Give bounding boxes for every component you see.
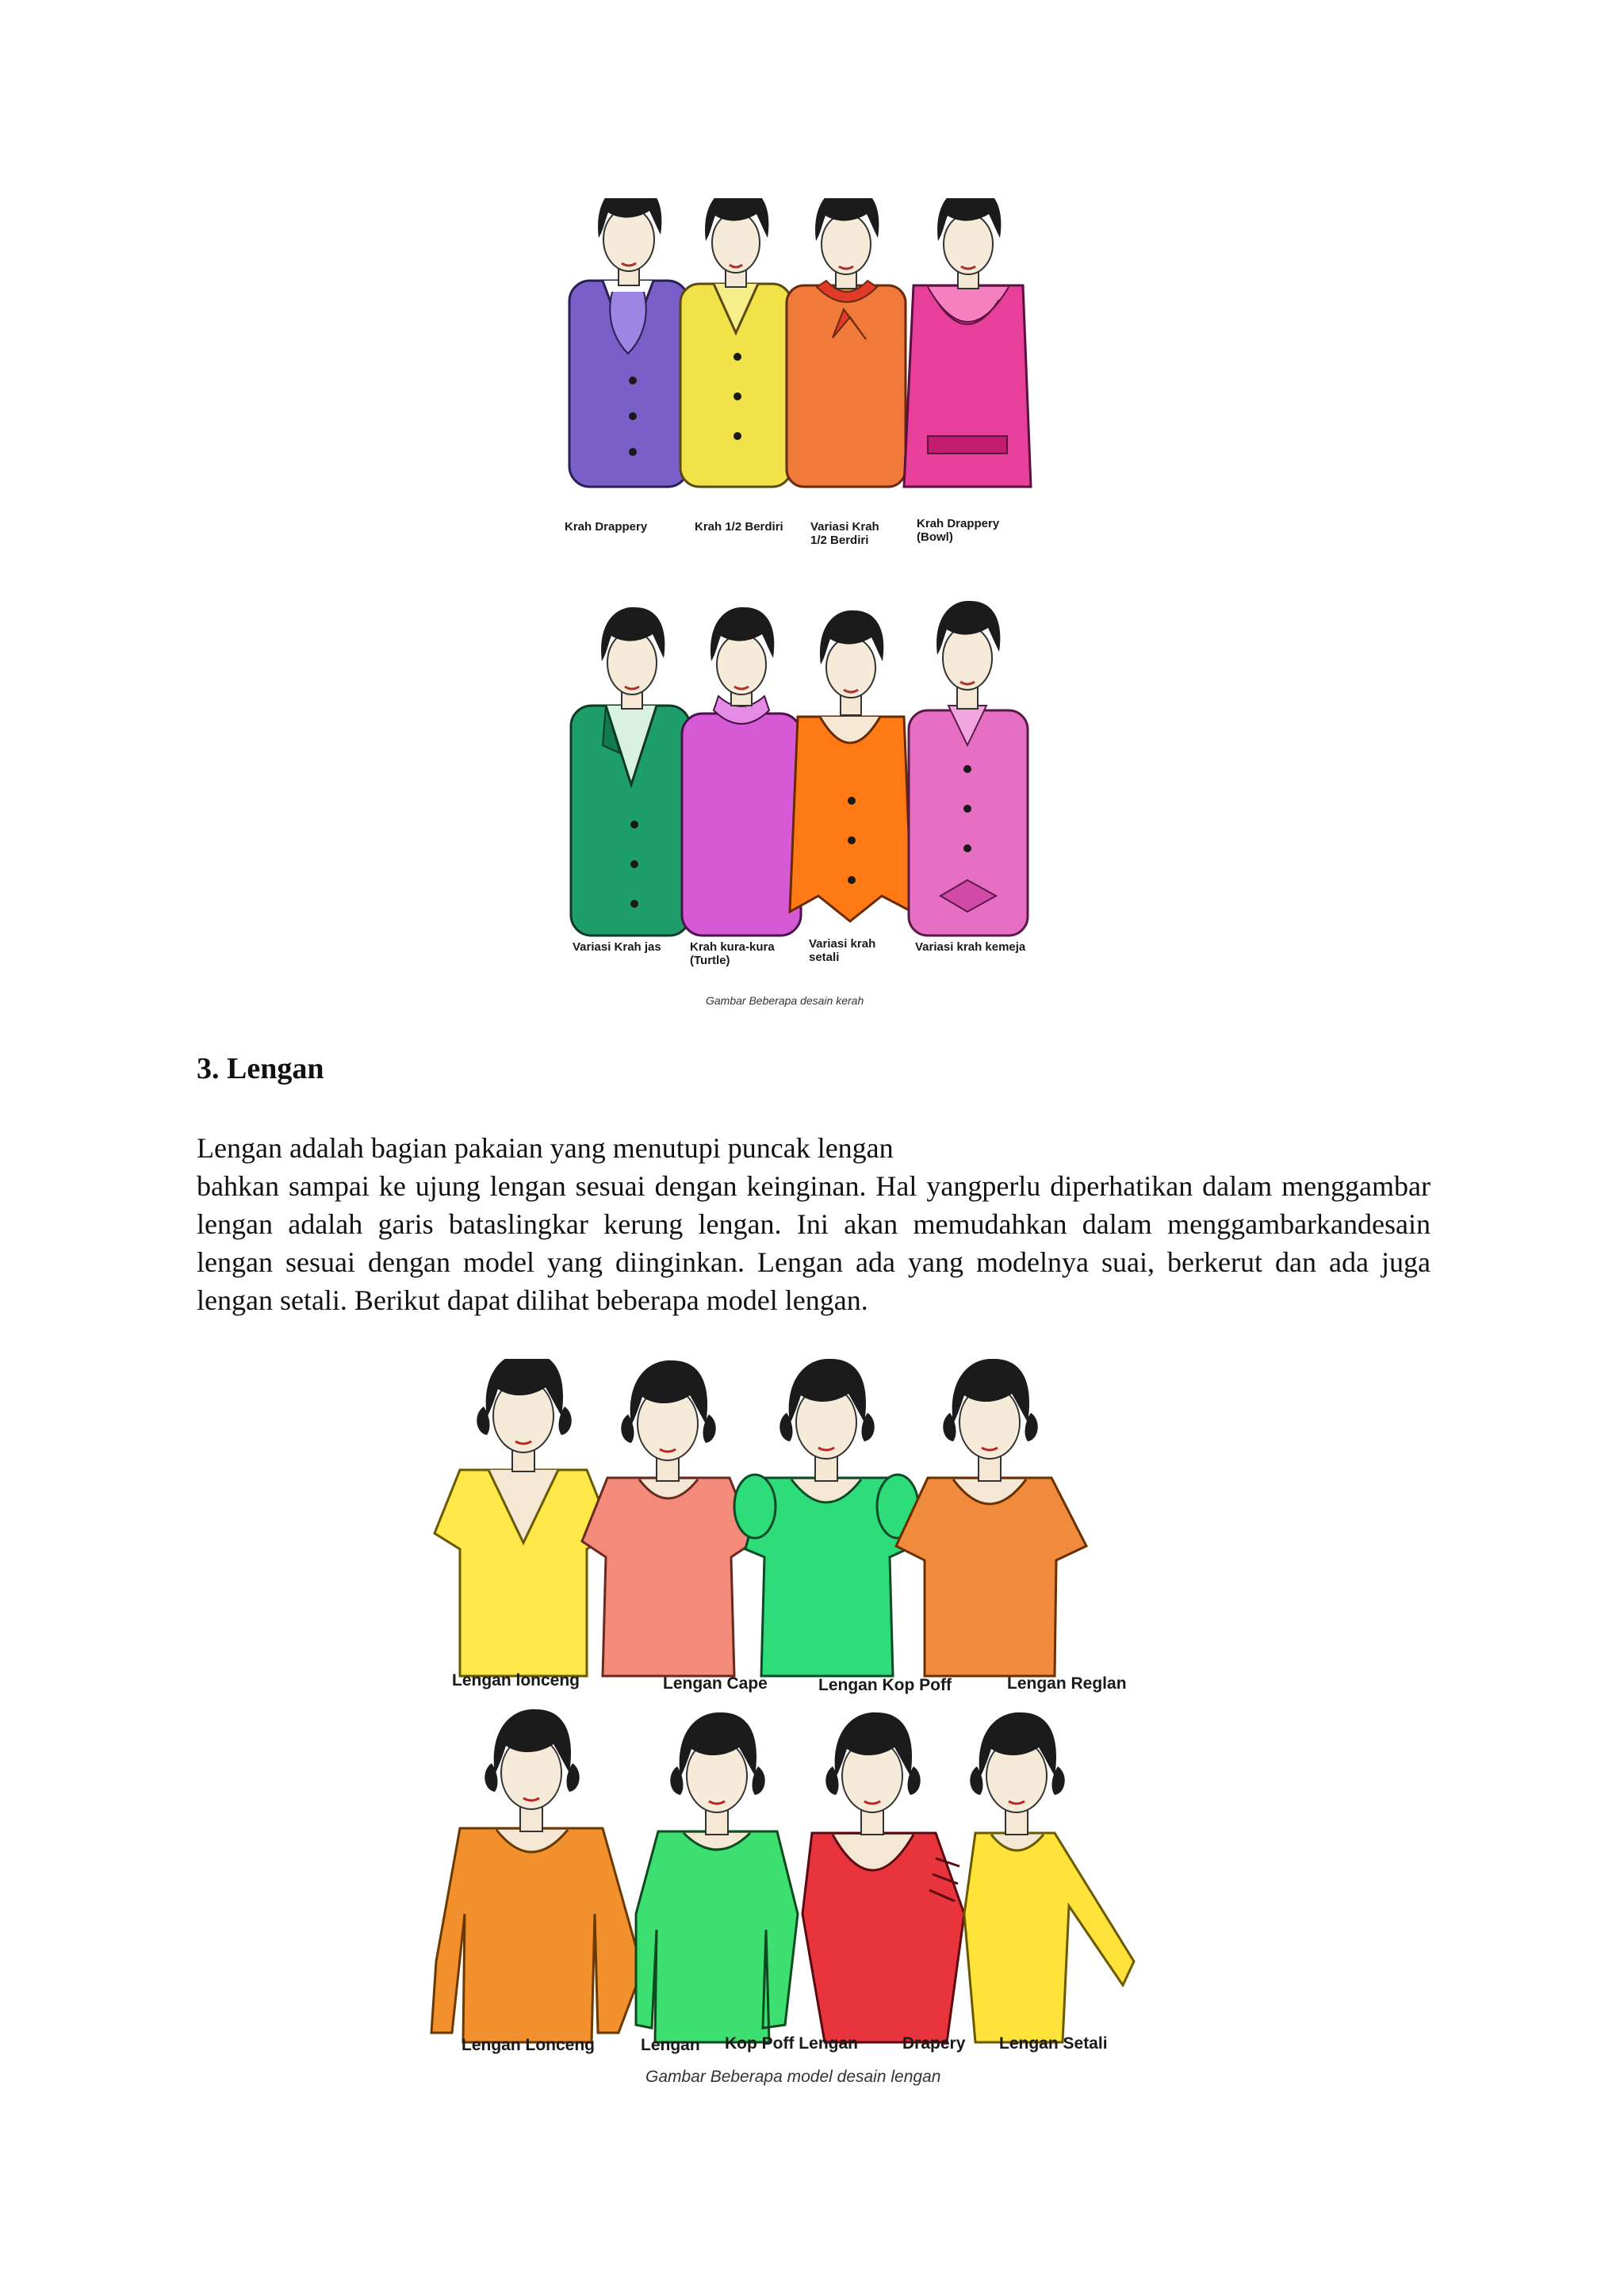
sleeve-label-4: Lengan Reglan bbox=[1007, 1674, 1127, 1693]
sleeve-lengan-cape bbox=[582, 1360, 755, 1676]
sleeve-lengan-kop-poff bbox=[734, 1359, 918, 1676]
collar-label-2: Krah 1/2 Berdiri bbox=[695, 520, 783, 534]
sleeve-label-8: Drapery bbox=[902, 2034, 966, 2053]
collar-label-3: Variasi Krah 1/2 Berdiri bbox=[810, 520, 879, 548]
sleeve-lengan-reglan bbox=[896, 1359, 1086, 1676]
figure-variasi-krah-jas bbox=[571, 607, 690, 936]
figure-variasi-krah-kemeja bbox=[909, 601, 1028, 936]
figure-variasi-krah-half-berdiri bbox=[787, 198, 906, 487]
sleeve-label-3: Lengan Kop Poff bbox=[818, 1676, 952, 1694]
paragraph-body: bahkan sampai ke ujung lengan sesuai dengan keinginan. Hal yangperlu diperhatikan dalam menggambar lengan adalah garis bataslingkar kerung lengan. Ini akan memudahkan dalam menggambarkandesain lengan sesuai dengan model yang diinginkan. Lengan ada yang modelnya suai, berkerut dan ada juga lengan setali. Berikut dapat dilihat beberapa model lengan. bbox=[197, 1170, 1431, 1316]
sleeve-lengan-kop-poff-2 bbox=[636, 1712, 798, 2042]
sleeve-lengan-drapery bbox=[802, 1712, 964, 2042]
sleeve-label-6: Lengan bbox=[641, 2036, 700, 2054]
sleeve-lengan-lonceng-2 bbox=[431, 1709, 642, 2042]
collar-label-6: Krah kura-kura (Turtle) bbox=[690, 940, 775, 968]
sleeve-label-9: Lengan Setali bbox=[999, 2034, 1108, 2053]
figure-krah-kura-kura bbox=[682, 607, 801, 936]
sleeve-caption: Gambar Beberapa model desain lengan bbox=[645, 2068, 941, 2086]
sleeve-label-1: Lengan lonceng bbox=[452, 1671, 580, 1689]
sleeve-figure bbox=[428, 1359, 1229, 2096]
collar-caption: Gambar Beberapa desain kerah bbox=[706, 994, 864, 1007]
collar-figure bbox=[555, 198, 1063, 1015]
section-heading: 3. Lengan bbox=[197, 1052, 324, 1085]
figure-krah-half-berdiri bbox=[680, 198, 791, 487]
sleeve-label-7: Kop Poff Lengan bbox=[725, 2034, 858, 2053]
section-paragraph bbox=[197, 1129, 1431, 1319]
collar-label-8: Variasi krah kemeja bbox=[915, 940, 1026, 954]
figure-krah-drappery-bowl bbox=[904, 198, 1031, 487]
collar-label-4: Krah Drappery (Bowl) bbox=[917, 517, 1000, 545]
paragraph-first-line: Lengan adalah bagian pakaian yang menutupi puncak lengan bbox=[197, 1132, 894, 1164]
collar-label-1: Krah Drappery bbox=[565, 520, 648, 534]
sleeve-lengan-lonceng-1 bbox=[435, 1359, 612, 1676]
sleeve-illustration bbox=[428, 1359, 1229, 2096]
sleeve-lengan-setali bbox=[964, 1712, 1134, 2042]
figure-krah-drappery bbox=[569, 198, 688, 487]
collar-label-5: Variasi Krah jas bbox=[573, 940, 661, 954]
collar-illustration bbox=[555, 198, 1063, 1015]
sleeve-label-2: Lengan Cape bbox=[663, 1674, 768, 1693]
sleeve-label-5: Lengan Lonceng bbox=[462, 2036, 595, 2054]
figure-variasi-krah-setali bbox=[790, 610, 912, 921]
collar-label-7: Variasi krah setali bbox=[809, 937, 876, 965]
